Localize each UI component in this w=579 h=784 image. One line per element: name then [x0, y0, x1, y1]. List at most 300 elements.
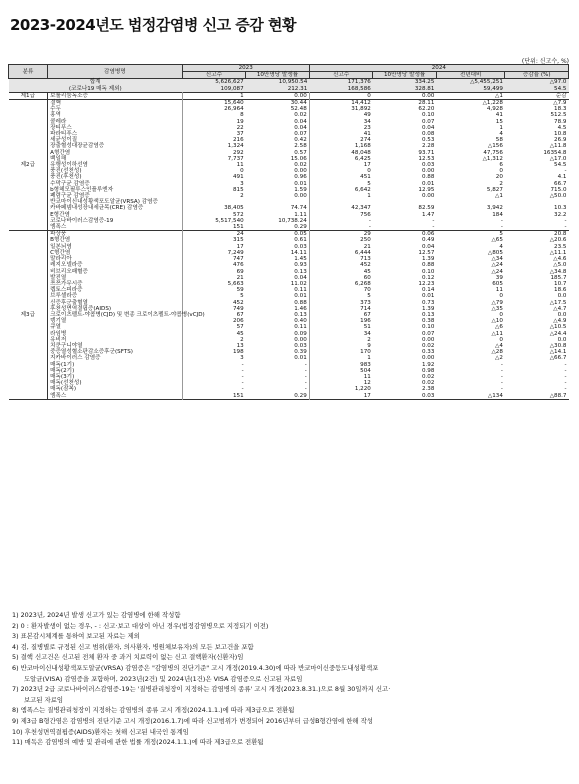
cell-r24: 0.12	[421, 274, 435, 281]
disease-name: b형헤모필루스인플루엔자	[48, 187, 182, 193]
table-row	[9, 231, 569, 238]
cell-diff: △79	[491, 299, 503, 306]
cell-r23: -	[246, 362, 310, 368]
cell-r24: 1.39	[421, 305, 435, 312]
cell-pct: 66.7	[554, 180, 567, 187]
cell-r24: 12.57	[418, 249, 435, 256]
cell-r24: 0.08	[421, 131, 435, 138]
cell-diff: 41	[495, 112, 503, 119]
cell-r24: 2.38	[421, 386, 435, 393]
cell-c24: 17	[363, 392, 371, 399]
cell-pct: 4.5	[557, 124, 567, 131]
cell-c24: 2	[367, 336, 371, 343]
disease-name: E형간염	[48, 212, 182, 218]
disease-name: 백일해	[48, 156, 182, 162]
cell-c24: 70	[363, 287, 371, 294]
disease-name: 매독(3기)	[48, 374, 182, 380]
cell-diff: -	[500, 224, 503, 231]
cell-r23: 52.48	[246, 106, 310, 112]
cell-r23: -	[246, 374, 310, 380]
cell-pct: 54.5	[505, 86, 569, 93]
cell-r23: 0.01	[246, 355, 310, 361]
cell-c24: 1	[367, 193, 371, 200]
cell-c23: 11	[236, 162, 244, 169]
cell-c24: 452	[360, 262, 371, 269]
cell-c23: 3	[240, 180, 244, 187]
cell-c23: 57	[236, 324, 244, 331]
cell-diff: 59,499	[436, 86, 504, 93]
cell-r24: 334.25	[373, 79, 437, 86]
cell-r23: 11.02	[246, 281, 310, 287]
cell-r24: 0.00	[421, 168, 435, 175]
disease-name: 뎅기열	[48, 318, 182, 324]
cell-c24: 451	[360, 174, 371, 181]
cell-r24: 1.47	[421, 211, 435, 218]
cell-c24: 168,586	[309, 86, 373, 93]
cell-pct: 16354.8	[543, 149, 567, 156]
disease-name: 엠폭스	[48, 224, 182, 231]
cell-c23: 5,517,540	[215, 217, 244, 224]
cell-r24: 62.20	[418, 106, 435, 113]
cell-diff: △805	[487, 249, 503, 256]
cell-pct: △50.0	[549, 193, 567, 200]
cell-r24: 0.73	[421, 299, 435, 306]
cell-c24: 12	[363, 380, 371, 387]
cell-r23: 0.42	[246, 137, 310, 143]
cell-c23: 26,964	[224, 106, 244, 113]
page-title: 2023-2024년도 법정감염병 신고 증감 현황	[10, 16, 296, 34]
disease-name: 결핵	[48, 100, 182, 107]
cell-r23: -	[246, 380, 310, 386]
group-label: 제1급	[9, 92, 48, 99]
cell-r23: 0.11	[246, 287, 310, 293]
disease-name: 후천성면역결핍증(AIDS)	[48, 306, 182, 312]
cell-c24: 756	[360, 211, 371, 218]
cell-r23: 0.04	[246, 275, 310, 281]
disease-name: 레지오넬라증	[48, 262, 182, 268]
cell-c23: 21	[236, 274, 244, 281]
cell-c24: 713	[360, 256, 371, 263]
cell-c24: 60	[363, 274, 371, 281]
cell-r24: 82.59	[418, 205, 435, 212]
cell-r23: 1.59	[246, 187, 310, 193]
cell-diff: -	[500, 380, 503, 387]
cell-r24: 1.39	[421, 256, 435, 263]
cell-r23: 0.01	[246, 181, 310, 187]
disease-name: 파상풍	[48, 231, 182, 238]
cell-r24: 0.00	[421, 193, 435, 200]
cell-c24: 29	[309, 231, 373, 238]
footnote-line: 5) 결핵 신고건은 신고된 전체 환자 중 과거 치료력이 없는 신고 결핵환자(신환자)임	[12, 653, 244, 662]
footnote-line: 1) 2023년, 2024년 발생 신고가 있는 감염병에 한해 작성함	[12, 611, 181, 619]
cell-diff: △24	[491, 268, 503, 275]
cell-diff: △156	[487, 143, 503, 150]
cell-r24: 0.03	[421, 162, 435, 169]
cell-diff: 1	[499, 124, 503, 131]
cell-r23: 0.00	[246, 168, 310, 174]
cell-diff: 0	[499, 293, 503, 300]
cell-c23: -	[241, 386, 244, 393]
cell-diff: △2	[495, 355, 503, 362]
cell-r23: 0.29	[246, 393, 310, 400]
disease-name: B형간염	[48, 237, 182, 243]
cell-r24: 0.00	[421, 355, 435, 362]
disease-name: 매독(2기)	[48, 368, 182, 374]
table-row	[9, 224, 569, 231]
cell-c23: 1,324	[227, 143, 244, 150]
disease-name: 매독(1기)	[48, 362, 182, 368]
cell-pct: -	[564, 386, 567, 393]
cell-r23: 0.96	[246, 174, 310, 180]
disease-name: 파라티푸스	[48, 131, 182, 137]
disease-name: 풍진(후천성)	[48, 174, 182, 180]
disease-name: 발진열	[48, 275, 182, 281]
cell-c23: 24	[182, 231, 246, 238]
cell-pct: 18.6	[554, 287, 567, 294]
footnote-line: 8) 엠폭스는 질병관리청장이 지정하는 감염병의 종류 고시 개정(2024.1.1.)에 따라 제3급으로 전환됨	[12, 706, 295, 715]
header-year-2024: 2024	[309, 65, 568, 72]
cell-c24: 48,048	[351, 149, 371, 156]
cell-c24: 5	[367, 180, 371, 187]
cell-c23: -	[241, 367, 244, 374]
cell-r24: 328.81	[373, 86, 437, 93]
cell-r24: 2.28	[421, 143, 435, 150]
cell-c23: 109,087	[182, 86, 246, 93]
cell-diff: △6	[495, 324, 503, 331]
footnotes	[12, 610, 572, 748]
footnote-line: 2) 0 : 환자발생이 없는 경우, - : 신고·보고 대상이 아닌 경우(법정감염병으로 지정되기 이전)	[12, 621, 269, 630]
cell-c24: 17	[363, 162, 371, 169]
cell-c23: 1	[182, 92, 246, 99]
cell-r24: 0.53	[421, 137, 435, 144]
cell-c23: 292	[233, 149, 244, 156]
cell-pct: 512.5	[550, 112, 567, 119]
cell-c23: 491	[233, 174, 244, 181]
cell-c24: 51	[363, 324, 371, 331]
cell-c23: -	[241, 380, 244, 387]
disease-name: 콜레라	[48, 119, 182, 125]
cell-pct: 18.3	[554, 106, 567, 113]
cell-r24: 12.95	[418, 186, 435, 193]
cell-r23: 0.11	[246, 324, 310, 330]
cell-c23: 0	[240, 168, 244, 175]
footnote-line: 도알균(VISA) 감염증을 포함하며, 2023년(2건) 및 2024년(1건)은 VISA 감염증으로 신고된 자료임	[24, 674, 303, 683]
disease-name: 홍역	[48, 112, 182, 118]
cell-r24: 0.01	[421, 180, 435, 187]
cell-r24: 0.00	[373, 92, 437, 99]
cell-r23: 0.03	[246, 244, 310, 250]
cell-diff: 20	[495, 174, 503, 181]
cell-c23: 198	[233, 349, 244, 356]
cell-c23: 749	[233, 305, 244, 312]
total-row-label: (코로나19 매독 제외)	[9, 86, 183, 93]
header-rate-2024: 10만명당 발생률	[373, 72, 437, 79]
cell-diff: 58	[495, 137, 503, 144]
cell-r24: 0.07	[421, 330, 435, 337]
cell-c24: 196	[360, 318, 371, 325]
cell-r23: 0.02	[246, 112, 310, 118]
disease-name: 폐렴구균 감염증	[48, 193, 182, 199]
disease-name: 신증후군출혈열	[48, 300, 182, 306]
cell-diff: 605	[492, 280, 503, 287]
cell-pct: 185.7	[550, 274, 567, 281]
cell-r24: 93.71	[418, 149, 435, 156]
cell-pct: -	[564, 373, 567, 380]
cell-c23: 815	[233, 186, 244, 193]
cell-r23: 0.05	[246, 231, 310, 238]
cell-diff: △34	[491, 256, 503, 263]
cell-diff: -	[500, 386, 503, 393]
cell-r24: 0.03	[421, 392, 435, 399]
cell-pct: 715.0	[550, 186, 567, 193]
header-count-2024: 신고수	[309, 72, 373, 79]
cell-pct: -	[564, 380, 567, 387]
cell-r23: 0.00	[246, 92, 310, 99]
disease-name: 크로이츠펠트-야콥병(CJD) 및 변종 크로이츠펠트-야콥병(vCJD)	[48, 312, 182, 318]
table-row	[9, 92, 569, 99]
cell-diff: △10	[491, 318, 503, 325]
disease-name: 보툴리눔독소증	[48, 92, 182, 99]
cell-c24: 6,444	[354, 249, 371, 256]
cell-c24: 23	[363, 124, 371, 131]
cell-pct: 10.8	[554, 131, 567, 138]
cell-pct: -	[564, 367, 567, 374]
cell-c23: 2	[240, 193, 244, 200]
cell-diff: 11	[495, 287, 503, 294]
cell-r23: 0.93	[246, 262, 310, 268]
cell-c23: 151	[233, 392, 244, 399]
cell-r24: 0.14	[421, 287, 435, 294]
cell-r23: 74.74	[246, 205, 310, 211]
disease-name: 매독(선천성)	[48, 380, 182, 386]
cell-pct: △24.4	[549, 330, 567, 337]
cell-c23: -	[241, 373, 244, 380]
cell-r23: 1.11	[246, 212, 310, 218]
cell-c24: 250	[360, 237, 371, 244]
cell-r24: -	[432, 217, 435, 224]
cell-c23: 17	[236, 243, 244, 250]
header-rate-2023: 10만명당 발생률	[246, 72, 310, 79]
cell-r24: 0.04	[421, 243, 435, 250]
disease-name: 코로나바이러스감염증-19	[48, 218, 182, 224]
cell-c24: 45	[363, 268, 371, 275]
cell-c23: 22	[236, 124, 244, 131]
disease-name: C형간염	[48, 250, 182, 256]
cell-diff: -	[500, 373, 503, 380]
cell-diff: △35	[491, 305, 503, 312]
cell-c23: 452	[233, 299, 244, 306]
cell-c24: 6,268	[354, 280, 371, 287]
cell-c23: 13	[236, 342, 244, 349]
cell-diff: 47,756	[483, 149, 503, 156]
group-label: 제3급	[9, 231, 48, 399]
cell-r24: 12.53	[418, 155, 435, 162]
disease-name: 브루셀라증	[48, 293, 182, 299]
cell-r23: 0.01	[246, 293, 310, 299]
cell-c24: 6,425	[354, 155, 371, 162]
cell-r23: 10,738.24	[246, 218, 310, 224]
cell-pct: △88.7	[549, 392, 567, 399]
cell-diff: △134	[487, 392, 503, 399]
disease-table	[8, 64, 569, 400]
cell-c24: 504	[360, 367, 371, 374]
cell-r24: 0.06	[373, 231, 437, 238]
cell-r23: 10,950.54	[246, 79, 310, 86]
cell-c24: 1	[367, 355, 371, 362]
cell-pct: 78.9	[554, 118, 567, 125]
total-row	[9, 86, 569, 93]
cell-c24: 67	[363, 311, 371, 318]
cell-c23: 151	[233, 224, 244, 231]
cell-c23: 572	[233, 211, 244, 218]
cell-c23: 38,405	[224, 205, 244, 212]
cell-c24: 5	[367, 293, 371, 300]
cell-c24: 373	[360, 299, 371, 306]
cell-c24: 49	[363, 112, 371, 119]
cell-pct: △34.8	[549, 268, 567, 275]
cell-r24: 0.10	[421, 268, 435, 275]
cell-pct: 54.5	[554, 162, 567, 169]
cell-pct: △10.5	[549, 324, 567, 331]
cell-r23: 1.45	[246, 256, 310, 262]
cell-pct: 32.2	[554, 211, 567, 218]
cell-r24: 1.92	[421, 361, 435, 368]
cell-r23: 0.09	[246, 331, 310, 337]
cell-c23: 15,640	[182, 100, 246, 107]
cell-diff: -	[500, 367, 503, 374]
cell-r23: 0.00	[246, 193, 310, 199]
footnote-line: 11) 매독은 감염병의 예방 및 관리에 관한 법률 개정(2024.1.1.)에 따라 제3급으로 전환됨	[12, 738, 264, 747]
cell-diff: 2	[499, 180, 503, 187]
cell-c23: 8	[240, 112, 244, 119]
disease-name: A형간염	[48, 150, 182, 156]
cell-r23: 0.13	[246, 312, 310, 318]
cell-c24: 41	[363, 131, 371, 138]
cell-diff: 0	[499, 311, 503, 318]
cell-diff: △65	[491, 237, 503, 244]
cell-c23: 206	[233, 318, 244, 325]
cell-pct: △17.0	[549, 155, 567, 162]
header-category: 분류	[9, 65, 48, 79]
cell-pct: -	[564, 361, 567, 368]
cell-c23: 7,737	[227, 155, 244, 162]
cell-c23: 67	[236, 311, 244, 318]
cell-c23: 2	[240, 336, 244, 343]
cell-diff: △1	[495, 193, 503, 200]
disease-name: 비브리오패혈증	[48, 269, 182, 275]
cell-c24: 274	[360, 137, 371, 144]
cell-c24: 1,168	[354, 143, 371, 150]
header-change: 증감율 (%)	[505, 72, 569, 79]
cell-r24: 0.04	[421, 124, 435, 131]
cell-c24: 0	[367, 168, 371, 175]
cell-r24: 0.02	[421, 342, 435, 349]
disease-name: 치쿤구니야열	[48, 343, 182, 349]
cell-r24: 0.13	[421, 311, 435, 318]
cell-c24: 0	[309, 92, 373, 99]
disease-name: 쯔쯔가무시증	[48, 281, 182, 287]
disease-name: 세균성이질	[48, 137, 182, 143]
cell-c23: 315	[233, 237, 244, 244]
cell-diff: △1,312	[482, 155, 503, 162]
cell-r24: 0.88	[421, 174, 435, 181]
cell-pct: △14.1	[549, 349, 567, 356]
cell-diff: 6	[499, 162, 503, 169]
cell-diff: △4	[495, 342, 503, 349]
table-body	[9, 79, 569, 399]
disease-name: 장티푸스	[48, 125, 182, 131]
cell-c24: 31,892	[351, 106, 371, 113]
cell-pct: △4.6	[553, 256, 567, 263]
disease-name: 유비저	[48, 337, 182, 343]
cell-r24: 0.38	[421, 318, 435, 325]
cell-pct: △66.7	[549, 355, 567, 362]
cell-c24: 9	[367, 342, 371, 349]
cell-c24: 34	[363, 330, 371, 337]
cell-diff: 4	[499, 243, 503, 250]
cell-r24: 0.10	[421, 324, 435, 331]
cell-r23: 0.02	[246, 162, 310, 168]
cell-r24: 0.00	[421, 336, 435, 343]
cell-pct: 10.7	[554, 280, 567, 287]
cell-diff: 4	[499, 131, 503, 138]
cell-diff: △24	[491, 262, 503, 269]
footnote-line: 7) 2023년 2급 코로나바이러스감염증-19는 '질병관리청장이 지정하는 감염병의 종류' 고시 개정(2023.8.31.)으로 8월 30일까지 신고·	[12, 685, 391, 694]
cell-pct: 10.3	[554, 205, 567, 212]
cell-pct: △11.8	[549, 143, 567, 150]
cell-c23: -	[241, 361, 244, 368]
total-row	[9, 79, 569, 86]
cell-c24: 34	[363, 118, 371, 125]
cell-r24: 0.02	[421, 380, 435, 387]
cell-r24: 0.10	[421, 112, 435, 119]
cell-r23: 0.61	[246, 237, 310, 243]
cell-pct: 0.0	[557, 336, 567, 343]
cell-diff: 5	[436, 231, 504, 238]
disease-name: 렙토스피라증	[48, 287, 182, 293]
cell-diff: △11	[491, 330, 503, 337]
disease-name: 엠폭스	[48, 393, 182, 400]
cell-r24: 0.98	[421, 367, 435, 374]
cell-r23: 0.29	[246, 224, 310, 231]
cell-pct: -	[564, 224, 567, 231]
cell-r23: 0.40	[246, 318, 310, 324]
cell-r24: 0.88	[421, 262, 435, 269]
cell-pct: 0.0	[557, 311, 567, 318]
cell-pct: -	[564, 168, 567, 175]
cell-c24: 983	[360, 361, 371, 368]
cell-r23: -	[246, 368, 310, 374]
footnote-line: 보고된 자료임	[24, 695, 64, 704]
cell-pct: △97.0	[505, 79, 569, 86]
cell-pct: △5.0	[553, 262, 567, 269]
disease-name: 장출혈성대장균감염증	[48, 143, 182, 149]
cell-pct: 0.0	[557, 293, 567, 300]
cell-c23: 7,249	[227, 249, 244, 256]
cell-pct: 20.8	[505, 231, 569, 238]
cell-r23: 0.04	[246, 119, 310, 125]
cell-diff: 184	[492, 211, 503, 218]
cell-diff: 4,928	[486, 106, 503, 113]
cell-r23: 0.88	[246, 300, 310, 306]
cell-diff: 5,827	[486, 186, 503, 193]
cell-pct: △30.8	[549, 342, 567, 349]
cell-c23: 5,626,627	[182, 79, 246, 86]
cell-r23: 14.11	[246, 250, 310, 256]
cell-c23: 5,663	[227, 280, 244, 287]
cell-pct: 순감	[505, 92, 569, 99]
cell-r23: 0.07	[246, 131, 310, 137]
